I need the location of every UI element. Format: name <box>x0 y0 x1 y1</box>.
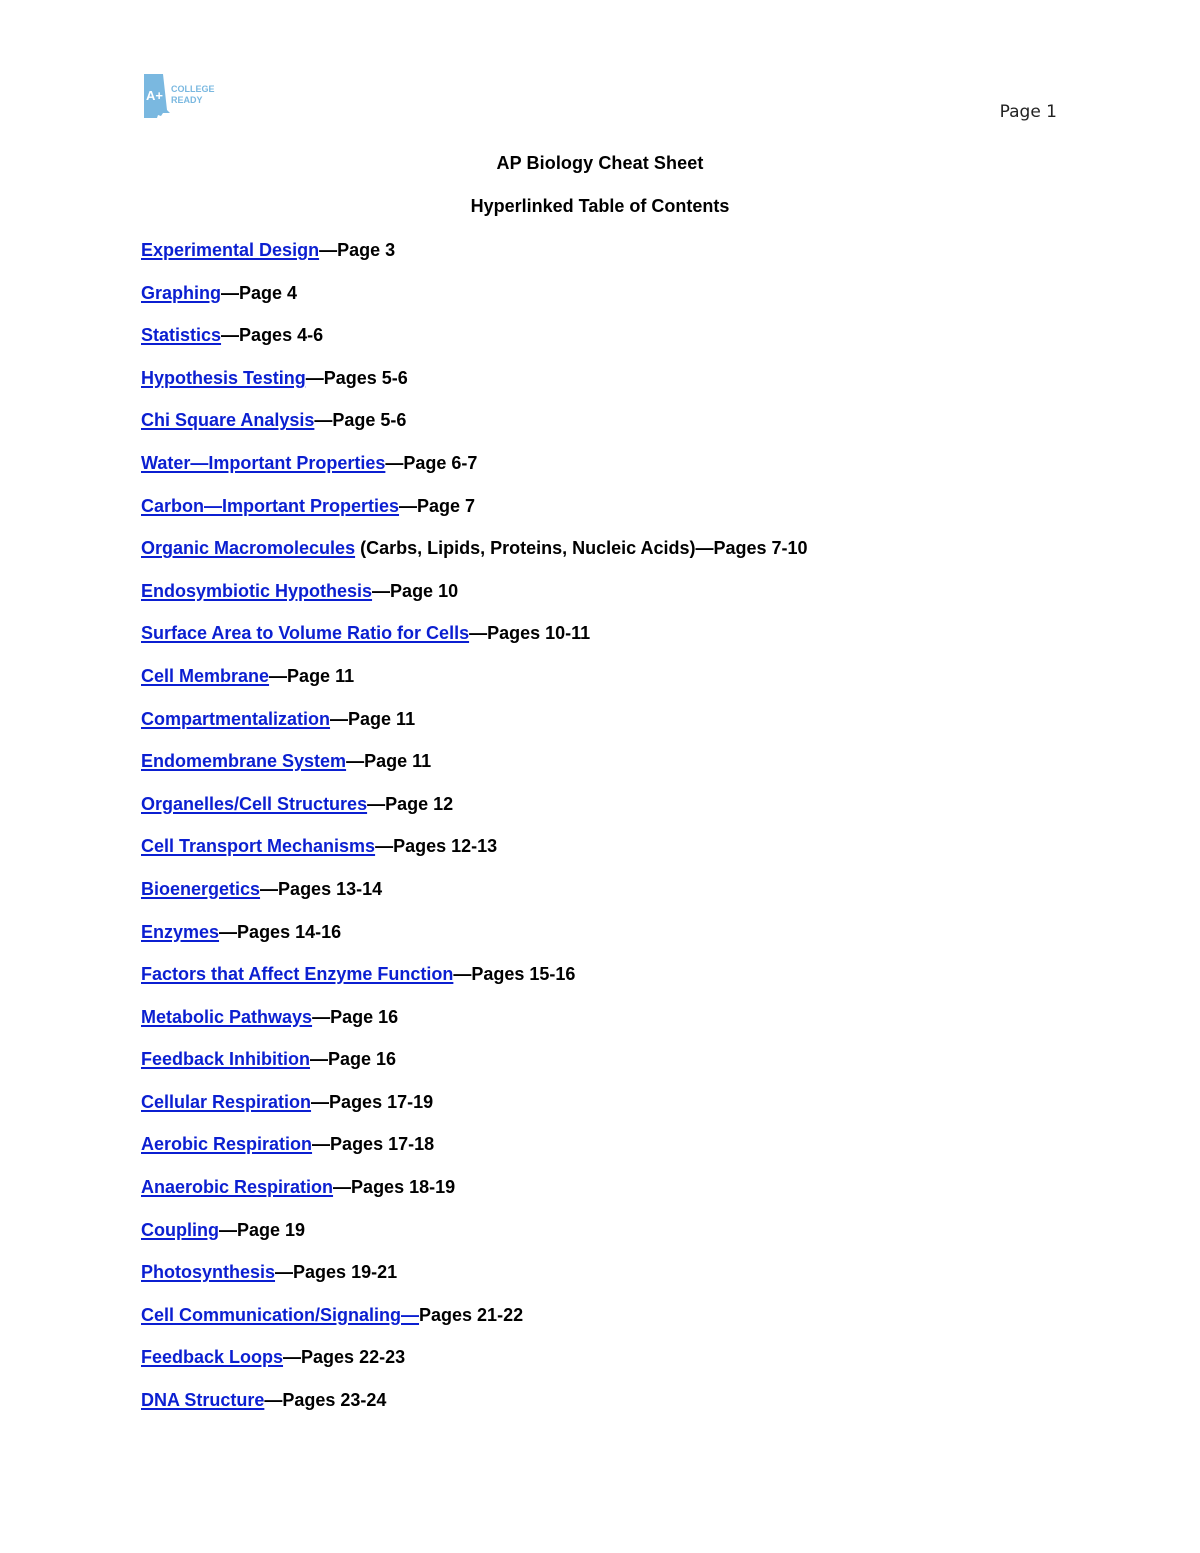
toc-page-range: —Page 3 <box>319 240 396 260</box>
toc-entry <box>141 1345 808 1388</box>
toc-entry <box>141 621 808 664</box>
toc-page-range: —Page 4 <box>221 282 298 303</box>
toc-entry <box>141 451 808 494</box>
toc-link[interactable]: DNA Structure <box>141 1390 265 1411</box>
toc-link[interactable]: Metabolic Pathways <box>141 1006 313 1027</box>
toc-entry <box>141 1260 808 1303</box>
toc-page-range: —Pages 18-19 <box>333 1177 456 1198</box>
toc-page-range: —Page 10 <box>372 580 459 601</box>
toc-page-range: —Page 16 <box>310 1049 397 1070</box>
toc-link[interactable]: Chi Square Analysis <box>141 410 315 431</box>
toc-entry <box>141 920 808 963</box>
toc-link[interactable]: Organelles/Cell Structures <box>141 793 368 814</box>
toc-page-range: —Pages 5-6 <box>305 367 408 388</box>
toc-link[interactable]: Organic Macromolecules <box>141 538 356 559</box>
toc-entry <box>141 366 808 409</box>
toc-entry <box>141 408 808 451</box>
toc-page-range: —Pages 22-23 <box>283 1347 406 1368</box>
logo-line-1: COLLEGE <box>171 84 215 94</box>
toc-page-range: Pages 21-22 <box>419 1304 524 1325</box>
toc-link[interactable]: Endosymbiotic Hypothesis <box>141 580 373 601</box>
toc-entry <box>141 664 808 707</box>
toc-page-range: —Pages 13-14 <box>260 878 383 899</box>
toc-link[interactable]: Endomembrane System <box>141 751 347 772</box>
toc-page-range: —Pages 12-13 <box>375 836 498 857</box>
toc-link[interactable]: Photosynthesis <box>141 1262 276 1283</box>
toc-entry <box>141 707 808 750</box>
toc-link[interactable]: Surface Area to Volume Ratio for Cells <box>141 623 470 644</box>
college-ready-logo <box>141 72 221 120</box>
toc-entry <box>141 877 808 920</box>
toc-entry <box>141 1388 808 1431</box>
toc-link[interactable]: Feedback Loops <box>141 1347 284 1368</box>
toc-link[interactable]: Coupling <box>141 1219 219 1240</box>
table-of-contents <box>141 238 808 1431</box>
toc-link[interactable]: Hypothesis Testing <box>141 367 306 388</box>
toc-link[interactable]: Bioenergetics <box>141 878 261 899</box>
toc-page-range: —Page 16 <box>312 1006 399 1027</box>
toc-entry <box>141 792 808 835</box>
toc-link[interactable]: Cellular Respiration <box>141 1091 312 1112</box>
toc-page-range: —Pages 23-24 <box>264 1390 387 1411</box>
toc-page-range: —Pages 15-16 <box>453 964 576 985</box>
toc-entry <box>141 536 808 579</box>
toc-entry <box>141 834 808 877</box>
toc-page-range: —Page 11 <box>269 665 355 686</box>
toc-page-range: —Page 11 <box>346 751 432 772</box>
toc-link[interactable]: Graphing <box>141 282 221 303</box>
toc-page-range: —Page 19 <box>218 1219 306 1240</box>
toc-entry <box>141 1175 808 1218</box>
document-subtitle: Hyperlinked Table of Contents <box>470 196 730 216</box>
toc-link[interactable]: Carbon—Important Properties <box>141 495 400 516</box>
logo-line-2: READY <box>171 95 203 105</box>
toc-note: (Carbs, Lipids, Proteins, Nucleic Acids) <box>355 538 696 559</box>
toc-entry <box>141 1218 808 1261</box>
toc-link[interactable]: Factors that Affect Enzyme Function <box>141 964 454 985</box>
toc-page-range: —Page 6-7 <box>385 452 478 473</box>
toc-entry <box>141 1132 808 1175</box>
college-ready-logo-graphic <box>141 72 221 120</box>
toc-link[interactable]: Cell Membrane <box>141 665 270 686</box>
document-title: AP Biology Cheat Sheet <box>496 153 704 173</box>
toc-entry <box>141 494 808 537</box>
toc-link[interactable]: Experimental Design <box>141 240 320 260</box>
toc-page-range: —Page 5-6 <box>314 410 407 431</box>
toc-entry <box>141 962 808 1005</box>
toc-page-range: —Page 7 <box>399 495 476 516</box>
toc-entry <box>141 1303 808 1346</box>
toc-page-range: —Page 12 <box>367 793 454 814</box>
toc-page-range: —Pages 4-6 <box>221 325 324 346</box>
toc-link[interactable]: Enzymes <box>141 921 220 942</box>
toc-link[interactable]: Anaerobic Respiration <box>141 1177 334 1198</box>
toc-link[interactable]: Compartmentalization <box>141 708 331 729</box>
toc-link[interactable]: Water—Important Properties <box>141 452 386 473</box>
toc-page-range: —Pages 17-19 <box>311 1091 434 1112</box>
toc-entry <box>141 749 808 792</box>
toc-link[interactable]: Cell Transport Mechanisms <box>141 836 376 857</box>
toc-entry <box>141 323 808 366</box>
toc-page-range: —Page 11 <box>330 708 416 729</box>
toc-link[interactable]: Feedback Inhibition <box>141 1049 311 1070</box>
toc-link[interactable]: Statistics <box>141 325 222 346</box>
toc-link[interactable]: Aerobic Respiration <box>141 1134 313 1155</box>
logo-mark: A+ <box>146 88 163 103</box>
toc-link[interactable]: Cell Communication/Signaling— <box>141 1304 420 1325</box>
toc-entry <box>141 579 808 622</box>
toc-page-range: —Pages 7-10 <box>695 538 808 559</box>
toc-page-range: —Pages 19-21 <box>275 1262 398 1283</box>
toc-page-range: —Pages 14-16 <box>219 921 342 942</box>
toc-entry <box>141 238 808 281</box>
toc-entry <box>141 1005 808 1048</box>
toc-entry <box>141 281 808 324</box>
page-number: Page 1 <box>999 102 1057 122</box>
toc-page-range: —Pages 10-11 <box>469 623 591 644</box>
toc-entry <box>141 1047 808 1090</box>
toc-entry <box>141 1090 808 1133</box>
toc-page-range: —Pages 17-18 <box>312 1134 435 1155</box>
